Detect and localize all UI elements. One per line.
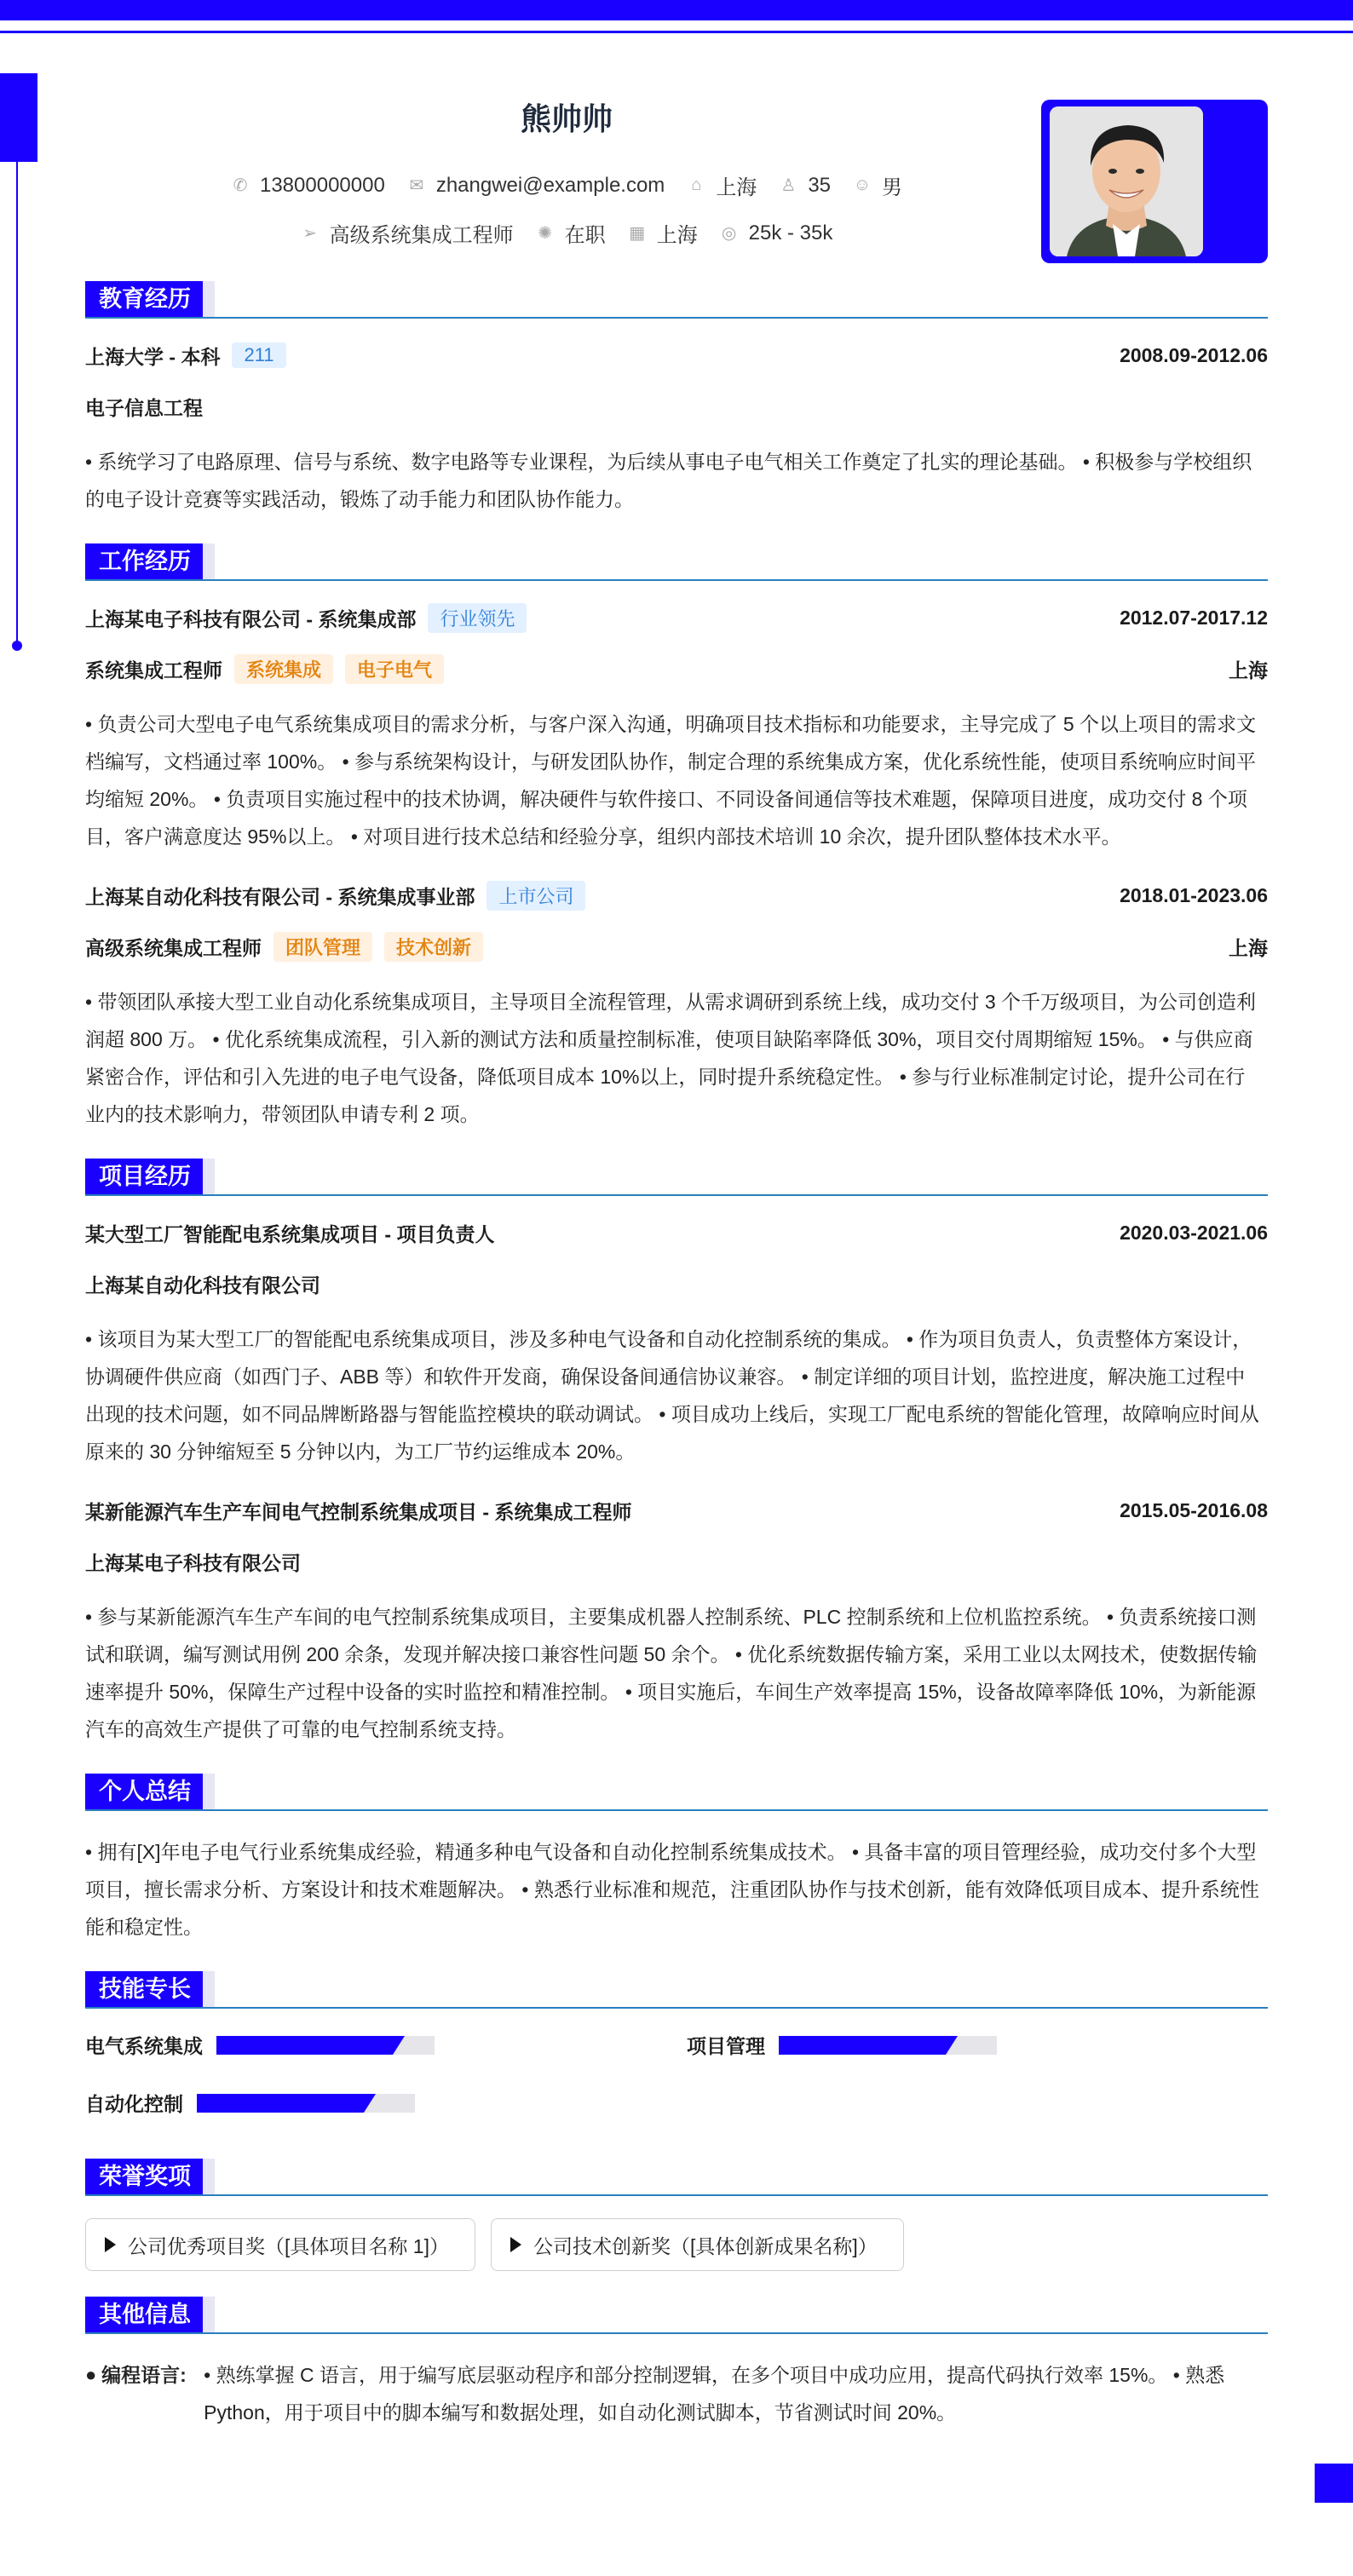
section-header — [85, 2159, 1268, 2196]
other-desc: • 熟练掌握 C 语言，用于编写底层驱动程序和部分控制逻辑，在多个项目中成功应用，提高代码执行效率 15%。 • 熟悉 Python，用于项目中的脚本编写和数据处理，如自动化测试脚本，节省测试时间 20%。 — [204, 2364, 1225, 2424]
skill-bar-fill — [779, 2036, 946, 2055]
project-period: 2020.03-2021.06 — [1120, 1221, 1268, 1244]
skill-name: 电气系统集成 — [85, 2035, 203, 2057]
section-header — [85, 1159, 1268, 1196]
work-role-row — [85, 654, 1268, 683]
position-text: 高级系统集成工程师 — [329, 224, 514, 247]
skill-item — [85, 2089, 415, 2117]
section-header — [85, 1971, 1268, 2009]
section-title: 教育经历 — [85, 281, 204, 317]
awards-list — [85, 2218, 1268, 2271]
education-section — [85, 281, 1268, 518]
status-item — [536, 218, 606, 248]
section-title: 工作经历 — [85, 543, 204, 579]
project-period: 2015.05-2016.08 — [1120, 1498, 1268, 1521]
position-item — [301, 218, 514, 248]
project-company-row — [85, 1547, 1268, 1576]
side-accent-line — [16, 162, 18, 644]
skill-item — [687, 2031, 997, 2059]
work-desc: • 负责公司大型电子电气系统集成项目的需求分析，与客户深入沟通，明确项目技术指标和功能要求，主导完成了 5 个以上项目的需求文档编写，文档通过率 100%。 • 参与系统架构设计，与研发团队协作，制定合理的系统集成方案，优化系统性能，使项目系统响应时间平均缩短 20%。 • 负责项目实施过程中的技术协调，解决硬件与软件接口、不同设备间通信等技术难题，保障项目进度，成功交付 8 个项目，客户满意度达 95%以上。 • 对项目进行技术总结和经验分享，组织内部技术培训 10 余次，提升团队整体技术水平。 — [85, 713, 1257, 848]
project-company: 上海某自动化科技有限公司 — [85, 1274, 320, 1297]
send-icon: ➢ — [302, 224, 318, 243]
work-period: 2012.07-2017.12 — [1120, 606, 1268, 629]
work-location: 上海 — [1229, 936, 1268, 959]
phone-item — [231, 174, 385, 198]
skill-bar — [779, 2036, 997, 2055]
phone-text: 13800000000 — [259, 173, 385, 197]
work-role-row — [85, 932, 1268, 961]
email-item — [407, 174, 665, 198]
work-period: 2018.01-2023.06 — [1120, 883, 1268, 906]
skill-name: 自动化控制 — [85, 2093, 183, 2115]
section-header — [85, 543, 1268, 581]
city-item — [687, 170, 757, 200]
school-tag: 211 — [232, 342, 285, 368]
project-desc: • 该项目为某大型工厂的智能配电系统集成项目，涉及多种电气设备和自动化控制系统的集成。 • 作为项目负责人，负责整体方案设计，协调硬件供应商（如西门子、ABB 等）和软件开发商，确保设备间通信协议兼容。 • 制定详细的项目计划，监控进度，解决施工过程中出现的技术问题，如不同品牌断路器与智能监控模块的联动调试。 • 项目成功上线后，实现工厂配电系统的智能化管理，故障响应时间从原来的 30 分钟缩短至 5 分钟以内，为工厂节约运维成本 20%。 — [85, 1328, 1259, 1463]
age-text: 35 — [808, 173, 832, 197]
company-name: 上海某电子科技有限公司 - 系统集成部 — [85, 607, 417, 630]
job-intent-row — [85, 218, 1048, 248]
side-accent-dot — [12, 641, 22, 651]
company-tag: 行业领先 — [428, 603, 527, 633]
section-title: 技能专长 — [85, 1971, 204, 2007]
role-name: 系统集成工程师 — [85, 658, 222, 681]
skill-bar — [197, 2094, 415, 2113]
salary-text: 25k - 35k — [748, 221, 833, 244]
project-name: 某新能源汽车生产车间电气控制系统集成项目 - 系统集成工程师 — [85, 1500, 632, 1523]
school-name: 上海大学 - 本科 — [85, 345, 221, 368]
skill-bar — [216, 2036, 435, 2055]
gender-icon: ☺ — [853, 175, 872, 194]
resume-header — [85, 0, 1268, 281]
other-item — [85, 2356, 1268, 2431]
education-period: 2008.09-2012.06 — [1120, 343, 1268, 366]
avatar — [1050, 106, 1203, 256]
salary-icon: ◎ — [721, 224, 737, 243]
contact-row — [85, 170, 1048, 200]
other-label: 编程语言: — [101, 2364, 187, 2386]
side-accent-block — [0, 73, 37, 162]
education-desc: • 系统学习了电路原理、信号与系统、数字电路等专业课程，为后续从事电子电气相关工作奠定了扎实的理论基础。 • 积极参与学校组织的电子设计竞赛等实践活动，锻炼了动手能力和团队协作能力。 — [85, 451, 1252, 510]
summary-desc: • 拥有[X]年电子电气行业系统集成经验，精通多种电气设备和自动化控制系统集成技术。 • 具备丰富的项目管理经验，成功交付多个大型项目，擅长需求分析、方案设计和技术难题解决。 • 熟悉行业标准和规范，注重团队协作与技术创新，能有效降低项目成本、提升系统性能和稳定性。 — [85, 1841, 1259, 1938]
work-section — [85, 543, 1268, 1133]
skill-bar-fill — [216, 2036, 393, 2055]
summary-section — [85, 1774, 1268, 1946]
triangle-right-icon — [105, 2237, 116, 2252]
work-company-row — [85, 881, 1268, 910]
skills-list — [85, 2031, 1268, 2159]
email-text: zhangwei@example.com — [435, 173, 665, 197]
role-tag: 电子电气 — [345, 654, 444, 684]
section-title: 荣誉奖项 — [85, 2159, 204, 2194]
gender-item — [853, 170, 902, 200]
skill-bar-fill — [197, 2094, 364, 2113]
project-row — [85, 1218, 1268, 1247]
corner-accent-block — [1315, 2464, 1353, 2503]
award-item — [85, 2218, 475, 2271]
skill-name: 项目管理 — [687, 2035, 765, 2057]
awards-section — [85, 2159, 1268, 2271]
status-text: 在职 — [564, 224, 606, 247]
section-header — [85, 1774, 1268, 1811]
section-header — [85, 281, 1268, 319]
projects-section — [85, 1159, 1268, 1748]
company-name: 上海某自动化科技有限公司 - 系统集成事业部 — [85, 885, 475, 908]
work-desc: • 带领团队承接大型工业自动化系统集成项目，主导项目全流程管理，从需求调研到系统上线，成功交付 3 个千万级项目，为公司创造利润超 800 万。 • 优化系统集成流程，引入新的测试方法和质量控制标准，使项目缺陷率降低 30%，项目交付周期缩短 15%。 • 与供应商紧密合作，评估和引入先进的电子电气设备，降低项目成本 10%以上，同时提升系统稳定性。 • 参与行业标准制定讨论，提升公司在行业内的技术影响力，带领团队申请专利 2 项。 — [85, 991, 1257, 1125]
age-icon: ♙ — [780, 176, 797, 195]
role-name: 高级系统集成工程师 — [85, 936, 262, 959]
role-tag: 技术创新 — [384, 932, 483, 962]
project-company-row — [85, 1269, 1268, 1298]
gender-text: 男 — [882, 176, 903, 199]
building-icon: ▦ — [629, 224, 646, 243]
major-row — [85, 392, 1268, 421]
role-tag: 系统集成 — [234, 654, 333, 684]
salary-item — [720, 221, 833, 245]
city-text: 上海 — [716, 176, 757, 199]
bullet-icon: ● — [85, 2364, 97, 2385]
target-city-text: 上海 — [656, 224, 698, 247]
candidate-name: 熊帅帅 — [520, 101, 613, 136]
work-location: 上海 — [1229, 658, 1268, 681]
photo-frame — [1041, 100, 1268, 263]
section-title: 个人总结 — [85, 1774, 204, 1809]
role-tag: 团队管理 — [273, 932, 372, 962]
resume-page — [85, 0, 1268, 2431]
status-icon: ✺ — [538, 224, 553, 243]
award-text: 公司技术创新奖（[具体创新成果名称]） — [533, 2234, 878, 2257]
company-tag: 上市公司 — [487, 881, 585, 911]
work-company-row — [85, 603, 1268, 632]
section-title: 项目经历 — [85, 1159, 204, 1194]
project-company: 上海某电子科技有限公司 — [85, 1551, 301, 1574]
mail-icon: ✉ — [409, 176, 424, 195]
major-name: 电子信息工程 — [85, 396, 203, 419]
age-item — [779, 174, 831, 198]
phone-icon: ✆ — [233, 176, 248, 195]
award-text: 公司优秀项目奖（[具体项目名称 1]） — [128, 2234, 449, 2257]
target-city-item — [628, 218, 698, 248]
project-name: 某大型工厂智能配电系统集成项目 - 项目负责人 — [85, 1222, 495, 1245]
skill-item — [85, 2031, 435, 2059]
project-row — [85, 1496, 1268, 1525]
home-icon: ⌂ — [691, 175, 702, 194]
section-header — [85, 2297, 1268, 2334]
education-row — [85, 341, 1268, 370]
other-section — [85, 2297, 1268, 2431]
section-title: 其他信息 — [85, 2297, 204, 2332]
skills-section — [85, 1971, 1268, 2159]
award-item — [491, 2218, 904, 2271]
triangle-right-icon — [510, 2237, 521, 2252]
project-desc: • 参与某新能源汽车生产车间的电气控制系统集成项目，主要集成机器人控制系统、PLC 控制系统和上位机监控系统。 • 负责系统接口测试和联调，编写测试用例 200 余条，发现并解决接口兼容性问题 50 余个。 • 优化系统数据传输方案，采用工业以太网技术，使数据传输速率提升 50%，保障生产过程中设备的实时监控和精准控制。 • 项目实施后，车间生产效率提高 15%，设备故障率降低 10%，为新能源汽车的高效生产提供了可靠的电气控制系统支持。 — [85, 1606, 1258, 1740]
